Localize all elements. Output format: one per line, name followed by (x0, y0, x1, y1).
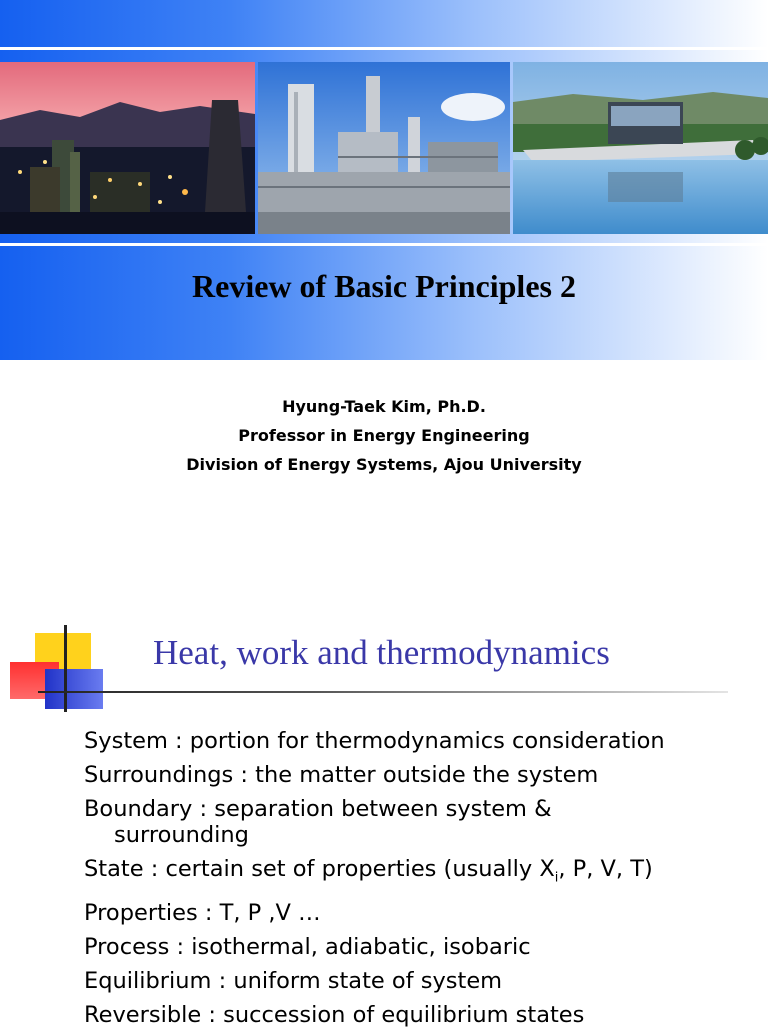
content-slide (0, 615, 768, 1028)
list-item: Equilibrium : uniform state of system (84, 967, 503, 994)
list-item: Boundary : separation between system & surrounding (84, 796, 552, 848)
top-divider (0, 47, 768, 50)
bottom-divider (0, 243, 768, 246)
list-item: Reversible : succession of equilibrium states (84, 1001, 585, 1028)
definition: uniform state of system (233, 967, 503, 994)
term: Reversible (84, 1001, 202, 1028)
definition: the matter outside the system (255, 762, 599, 788)
term: Boundary (84, 796, 193, 822)
term: Process (84, 933, 170, 960)
definition: T, P ,V … (219, 899, 321, 926)
photo-refinery (258, 62, 510, 234)
list-item: System : portion for thermodynamics consideration (84, 728, 665, 754)
author-position: Professor in Energy Engineering (238, 426, 530, 445)
author-block (0, 392, 768, 479)
list-item: Process : isothermal, adiabatic, isobaric (84, 933, 531, 960)
decorative-squares (0, 615, 120, 725)
term: System (84, 728, 168, 754)
definition: succession of equilibrium states (223, 1001, 585, 1028)
title-underline (38, 691, 728, 693)
list-item: Surroundings : the matter outside the system (84, 762, 599, 788)
definition: isothermal, adiabatic, isobaric (191, 933, 531, 960)
definition: separation between system & surrounding (114, 796, 552, 848)
title-slide (0, 0, 768, 360)
term: State (84, 856, 144, 882)
vertical-line (64, 625, 67, 712)
term: Equilibrium (84, 967, 212, 994)
definition: certain set of properties (usually X (165, 856, 555, 882)
slide-heading: Heat, work and thermodynamics (153, 633, 610, 672)
definition-list (84, 728, 764, 1036)
blue-square (45, 669, 103, 709)
subscript: i (554, 870, 559, 886)
list-item: State : certain set of properties (usually $X_i$, P, V, T) (84, 856, 653, 886)
author-name: Hyung-Taek Kim, Ph.D. (282, 397, 486, 416)
slide-title: Review of Basic Principles 2 (192, 268, 576, 304)
term: Surroundings (84, 762, 234, 788)
author-affiliation: Division of Energy Systems, Ajou University (186, 455, 582, 474)
photo-power-plant (0, 62, 255, 234)
definition: portion for thermodynamics consideration (189, 728, 665, 754)
photo-building (513, 62, 768, 234)
list-item: Properties : T, P ,V … (84, 899, 321, 926)
term: Properties (84, 899, 198, 926)
